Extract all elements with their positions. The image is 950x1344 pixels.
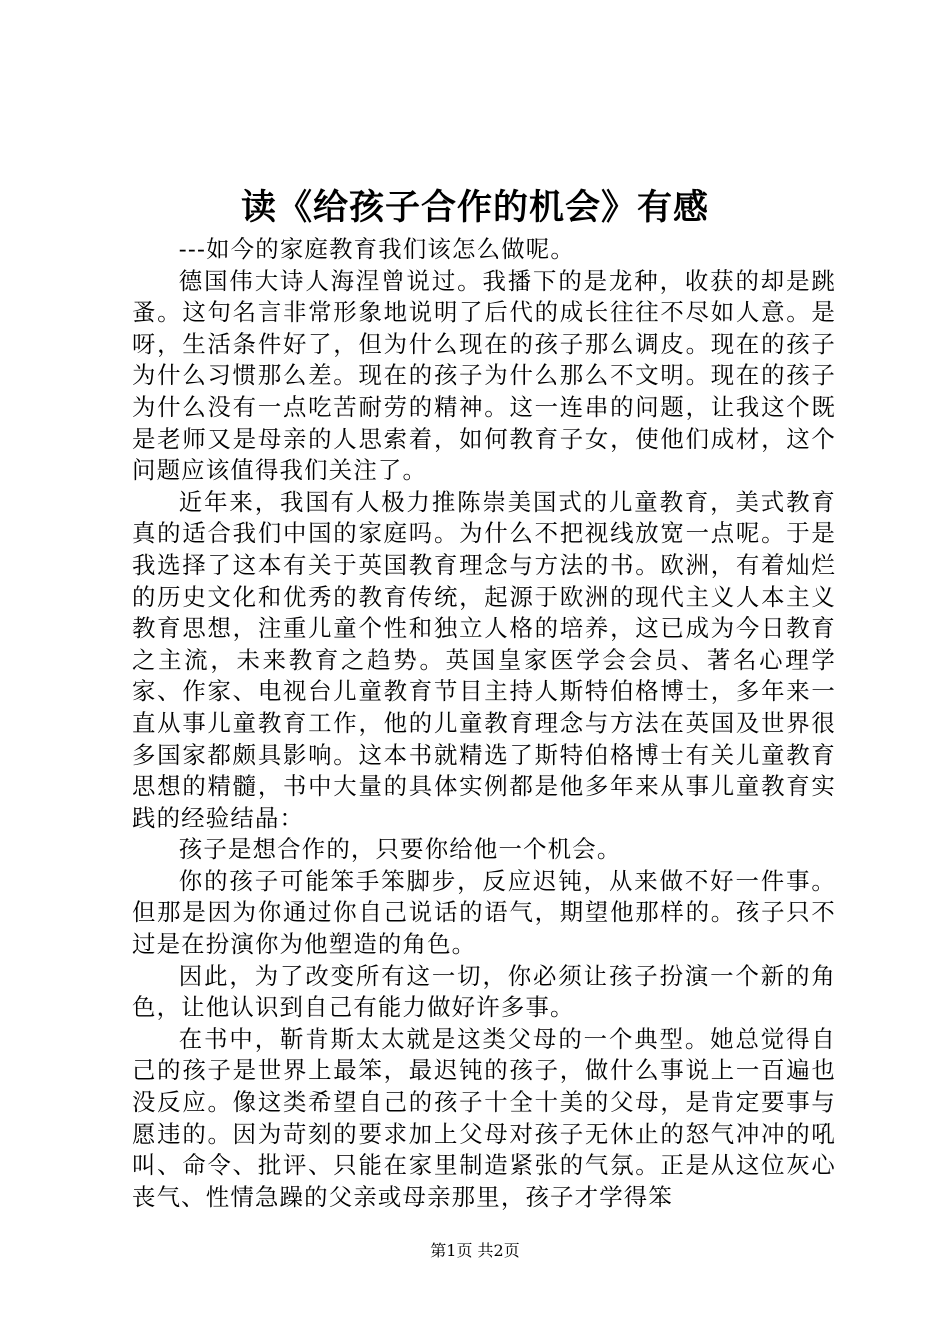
paragraph: 你的孩子可能笨手笨脚步，反应迟钝，从来做不好一件事。但那是因为你通过你自己说话的语气，期望他那样的。孩子只不过是在扮演你为他塑造的角色。	[132, 866, 836, 959]
paragraph: 在书中，靳肯斯太太就是这类父母的一个典型。她总觉得自己的孩子是世界上最笨，最迟钝的孩子，做什么事说上一百遍也没反应。像这类希望自己的孩子十全十美的父母，是肯定要事与愿违的。因为苛刻的要求加上父母对孩子无休止的怒气冲冲的吼叫、命令、批评、只能在家里制造紧张的气氛。正是从这位灰心丧气、性情急躁的父亲或母亲那里，孩子才学得笨	[132, 1024, 836, 1211]
document-subtitle: ---如今的家庭教育我们该怎么做呢。	[178, 235, 575, 263]
document-body	[132, 234, 836, 1213]
paragraph: 因此，为了改变所有这一切，你必须让孩子扮演一个新的角色，让他认识到自己有能力做好许多事。	[132, 961, 836, 1022]
page-footer: 第1页 共2页	[430, 1241, 520, 1260]
document-title: 读《给孩子合作的机会》有感	[240, 187, 709, 228]
paragraph: 孩子是想合作的，只要你给他一个机会。	[178, 835, 622, 864]
paragraph: 德国伟大诗人海涅曾说过。我播下的是龙种，收获的却是跳蚤。这句名言非常形象地说明了后代的成长往往不尽如人意。是呀，生活条件好了，但为什么现在的孩子那么调皮。现在的孩子为什么习惯那么差。现在的孩子为什么那么不文明。现在的孩子为什么没有一点吃苦耐劳的精神。这一连串的问题，让我这个既是老师又是母亲的人思索着，如何教育子女，使他们成材，这个问题应该值得我们关注了。	[132, 266, 836, 485]
paragraph: 近年来，我国有人极力推陈崇美国式的儿童教育，美式教育真的适合我们中国的家庭吗。为什么不把视线放宽一点呢。于是我选择了这本有关于英国教育理念与方法的书。欧洲，有着灿烂的历史文化和优秀的教育传统，起源于欧洲的现代主义人本主义教育思想，注重儿童个性和独立人格的培养，这已成为今日教育之主流，未来教育之趋势。英国皇家医学会会员、著名心理学家、作家、电视台儿童教育节目主持人斯特伯格博士，多年来一直从事儿童教育工作，他的儿童教育理念与方法在英国及世界很多国家都颇具影响。这本书就精选了斯特伯格博士有关儿童教育思想的精髓，书中大量的具体实例都是他多年来从事儿童教育实践的经验结晶：	[132, 487, 836, 832]
